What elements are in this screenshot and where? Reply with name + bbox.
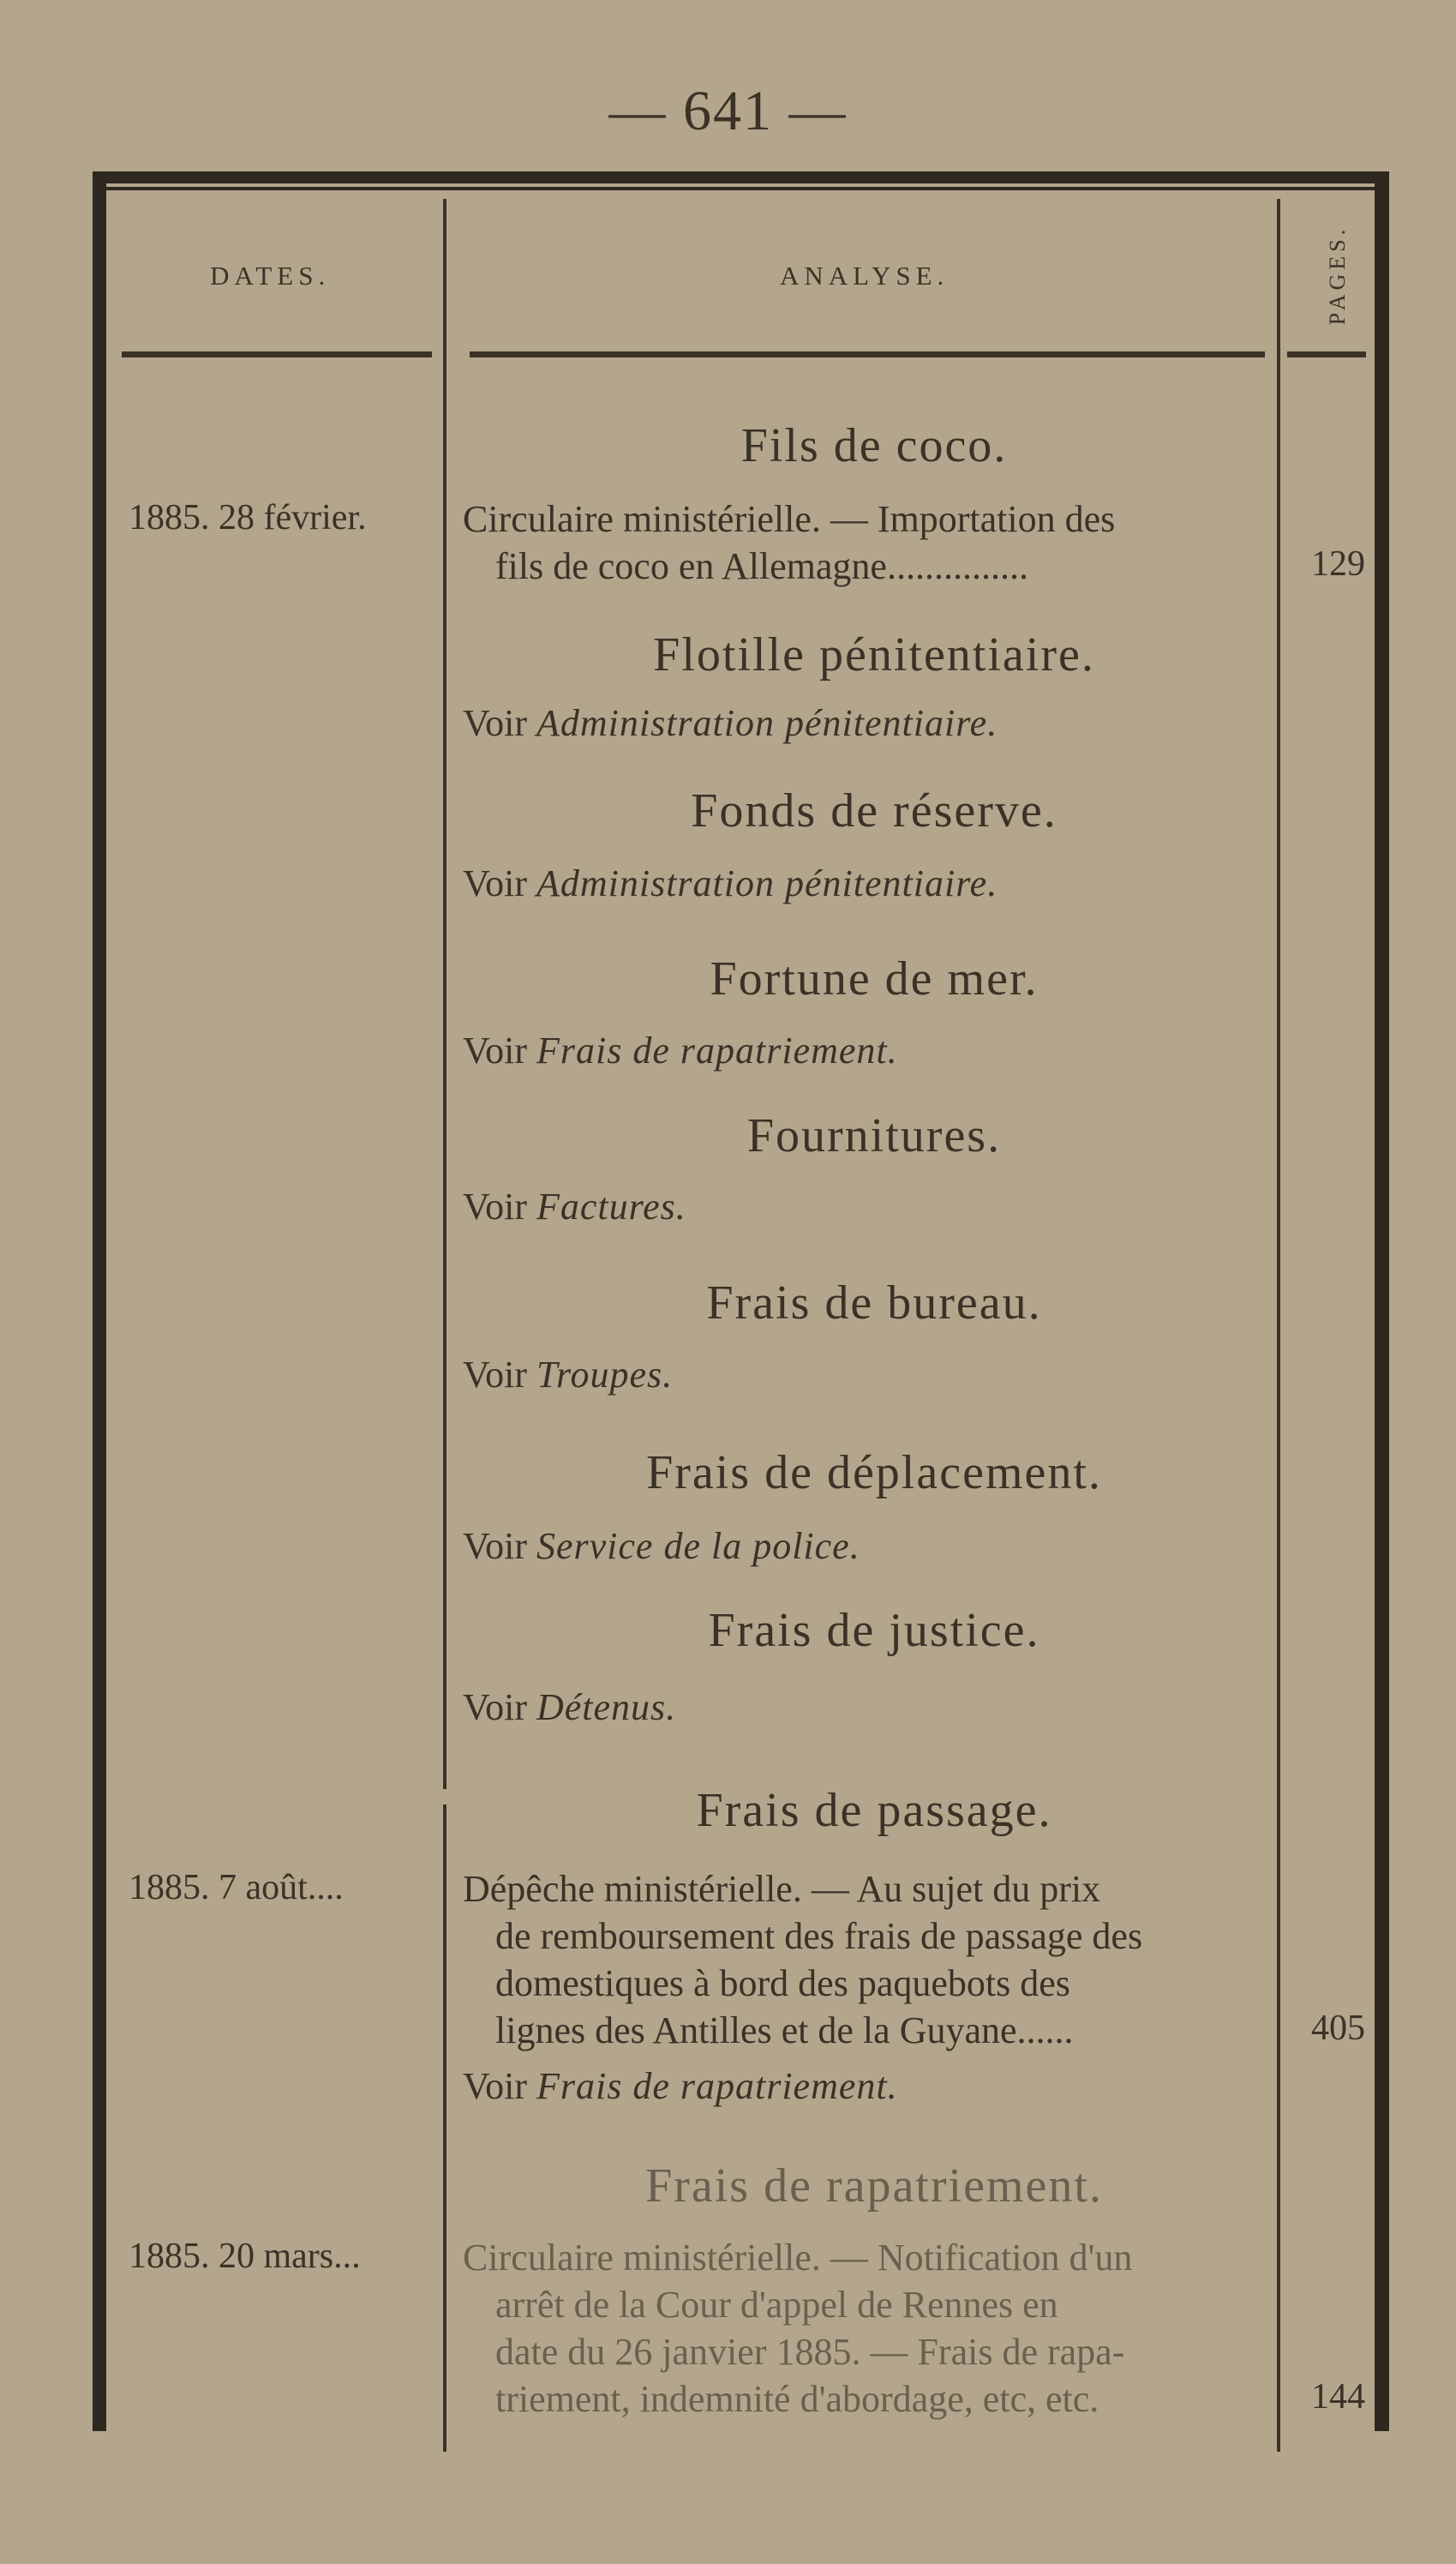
voir-reference: Service de la police. bbox=[536, 1525, 860, 1567]
frame-right-border bbox=[1375, 183, 1389, 2431]
voir-label: Voir bbox=[463, 1686, 527, 1728]
cross-reference bbox=[463, 1524, 860, 1568]
voir-label: Voir bbox=[463, 1030, 527, 1072]
section-heading: Fonds de réserve. bbox=[691, 784, 1058, 838]
voir-reference: Administration pénitentiaire. bbox=[536, 862, 998, 904]
voir-reference: Détenus. bbox=[536, 1686, 677, 1728]
entry-line: Circulaire ministérielle. — Importation des bbox=[463, 498, 1116, 540]
voir-reference: Frais de rapatriement. bbox=[536, 1030, 898, 1072]
voir-reference: Factures. bbox=[536, 1186, 686, 1228]
section-heading: Frais de rapatriement. bbox=[645, 2159, 1103, 2213]
page-reference: 129 bbox=[1311, 544, 1365, 584]
cross-reference bbox=[463, 1353, 673, 1396]
section-heading: Fortune de mer. bbox=[710, 952, 1039, 1006]
voir-label: Voir bbox=[463, 1354, 527, 1396]
voir-reference: Administration pénitentiaire. bbox=[536, 702, 998, 744]
section-heading: Flotille pénitentiaire. bbox=[653, 628, 1095, 682]
entry-date: 1885. 7 août.... bbox=[129, 1868, 344, 1907]
section-heading: Fils de coco. bbox=[740, 419, 1008, 472]
entry-line: domestiques à bord des paquebots des bbox=[495, 1962, 1070, 2004]
header-rule-analyse bbox=[470, 351, 1265, 357]
column-header-dates: DATES. bbox=[210, 261, 331, 291]
page-reference: 144 bbox=[1311, 2377, 1365, 2417]
voir-reference: Troupes. bbox=[536, 1354, 674, 1396]
cross-reference bbox=[463, 1185, 686, 1228]
entry-line: lignes des Antilles et de la Guyane...... bbox=[495, 2009, 1074, 2051]
section-heading: Frais de déplacement. bbox=[646, 1446, 1102, 1499]
header-rule-dates bbox=[122, 351, 432, 357]
frame-left-border bbox=[93, 183, 106, 2431]
column-divider-dates-lower bbox=[443, 1804, 446, 2452]
cross-reference bbox=[463, 862, 998, 905]
entry-text bbox=[463, 495, 1285, 590]
frame-top-border-inner bbox=[93, 187, 1389, 190]
entry-date: 1885. 28 février. bbox=[129, 498, 367, 537]
cross-reference bbox=[463, 2064, 898, 2108]
entry-line: fils de coco en Allemagne............... bbox=[495, 545, 1028, 587]
entry-line: Dépêche ministérielle. — Au sujet du prix bbox=[463, 1868, 1101, 1910]
entry-line: triement, indemnité d'abordage, etc, etc. bbox=[495, 2378, 1099, 2420]
column-header-pages-label: PAGES. bbox=[1325, 225, 1350, 326]
voir-label: Voir bbox=[463, 1186, 527, 1228]
cross-reference bbox=[463, 1685, 676, 1729]
section-heading: Fournitures. bbox=[746, 1109, 1002, 1162]
voir-reference: Frais de rapatriement. bbox=[536, 2065, 898, 2107]
entry-date: 1885. 20 mars... bbox=[129, 2237, 361, 2276]
voir-label: Voir bbox=[463, 2065, 527, 2107]
entry-line: Circulaire ministérielle. — Notification d'un bbox=[463, 2237, 1133, 2279]
section-heading: Frais de passage. bbox=[696, 1784, 1052, 1837]
voir-label: Voir bbox=[463, 702, 527, 744]
page-reference: 405 bbox=[1311, 2009, 1365, 2048]
entry-text bbox=[463, 2234, 1285, 2423]
column-header-analyse: ANALYSE. bbox=[780, 261, 950, 291]
voir-label: Voir bbox=[463, 1525, 527, 1567]
entry-text bbox=[463, 1865, 1285, 2054]
cross-reference bbox=[463, 1029, 898, 1072]
entry-line: arrêt de la Cour d'appel de Rennes en bbox=[495, 2284, 1058, 2326]
header-rule-pages bbox=[1287, 351, 1366, 357]
entry-line: date du 26 janvier 1885. — Frais de rapa- bbox=[495, 2331, 1125, 2373]
column-header-pages bbox=[1316, 211, 1359, 339]
page-number: — 641 — bbox=[608, 80, 848, 142]
frame-top-border bbox=[93, 171, 1389, 183]
section-heading: Frais de justice. bbox=[708, 1604, 1040, 1657]
voir-label: Voir bbox=[463, 862, 527, 904]
section-heading: Frais de bureau. bbox=[706, 1276, 1042, 1330]
cross-reference bbox=[463, 701, 998, 745]
column-divider-dates bbox=[443, 199, 446, 1789]
entry-line: de remboursement des frais de passage des bbox=[495, 1915, 1143, 1957]
